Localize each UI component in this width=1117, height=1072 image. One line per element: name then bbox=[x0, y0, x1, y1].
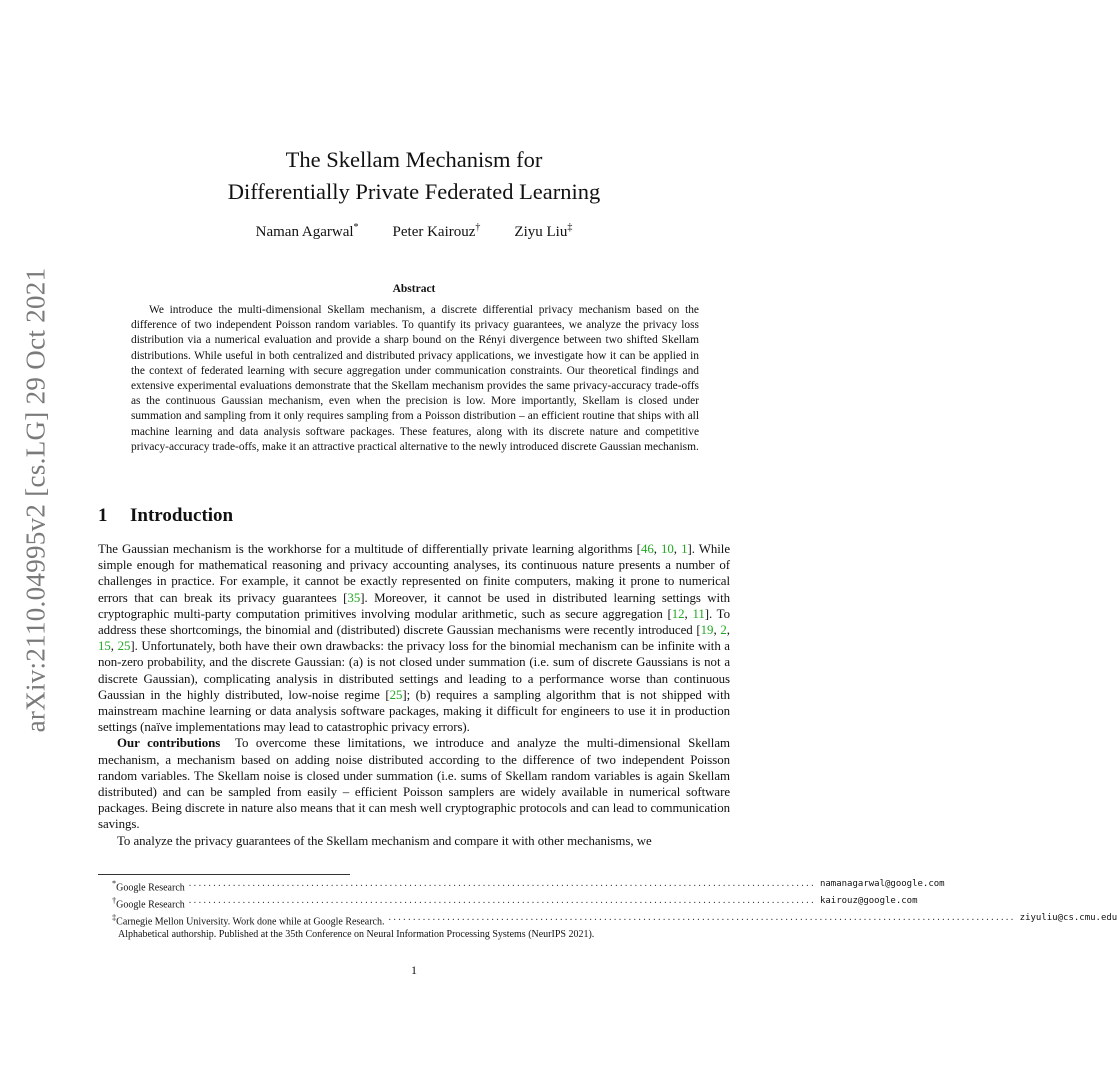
affiliation-text: Google Research bbox=[116, 899, 185, 911]
intro-paragraph-3: To analyze the privacy guarantees of the Skellam mechanism and compare it with other mechanisms, we bbox=[117, 833, 652, 848]
section-heading bbox=[98, 505, 233, 527]
intro-paragraph-2 bbox=[98, 735, 730, 832]
citation-link[interactable]: 10 bbox=[661, 542, 674, 556]
dot-leader: ................................................................................................................................ bbox=[188, 878, 816, 889]
citation-link[interactable]: 19 bbox=[700, 623, 714, 638]
text-run: The Gaussian mechanism is the workhorse for a multitude of differentially private learning algorithms [ bbox=[98, 542, 641, 556]
author bbox=[514, 222, 572, 241]
author-email[interactable]: namanagarwal@google.com bbox=[819, 879, 945, 889]
intro-paragraph-1: The Gaussian mechanism is the workhorse for a multitude of differentially private learning algorithms [46, 10, 1]. While simple enough for mathematical reasoning and privacy accounting analyses, its continuous nature presents a number of challenges in practice. For example, it cannot be exactly represented on finite computers, making it prone to numerical errors that can break its privacy guarantees [35]. Moreover, it cannot be used in distributed learning settings with cryptographic multi-party computation primitives involving modular arithmetic, such as secure aggregation [12, 11]. To address these shortcomings, the binomial and (distributed) discrete Gaussian mechanisms were recently introduced [19, 2, 15, 25]. Unfortunately, both have their own drawbacks: the privacy loss for the binomial mechanism can be infinite with a non-zero probability, and the discrete Gaussian: (a) is not closed under summation (i.e. sum of discrete Gaussians is not a discrete Gaussian), complicating analysis in distributed settings and leading to a performance worse than continuous Gaussian in the highly distributed, low-noise regime [25]; (b) requires a sampling algorithm that is not shipped with mainstream machine learning or data analysis software packages, making it difficult for engineers to use it in production settings (naïve implementations may lead to catastrophic privacy errors). bbox=[98, 542, 730, 735]
page-number: 1 bbox=[411, 963, 417, 977]
footnote-mark: † bbox=[112, 895, 117, 905]
author-list bbox=[98, 222, 730, 241]
title-line-2: Differentially Private Federated Learning bbox=[227, 179, 601, 204]
footnote-affiliation bbox=[112, 878, 185, 895]
author-email[interactable]: kairouz@google.com bbox=[819, 895, 918, 906]
text-run: ]; (b) requires a sampling algorithm that is not shipped with mainstream machine learning or data analysis software packages, making it difficult for engineers to use it in production settings (naïve implementations may lead to catastrophic privacy errors). bbox=[98, 687, 730, 735]
footnote-affiliation bbox=[112, 912, 384, 929]
text-run: ]. To address these shortcomings, the binomial and (distributed) discrete Gaussian mechanisms were recently introduced [ bbox=[98, 606, 730, 638]
footnote-affiliation bbox=[112, 895, 185, 912]
citation-link[interactable]: 12 bbox=[671, 606, 685, 621]
author-name: Peter Kairouz bbox=[392, 224, 476, 240]
footnote-mark: * bbox=[112, 879, 117, 888]
text-run: To overcome these limitations, we introduce and analyze the multi-dimensional Skellam mechanism, a mechanism based on adding noise distributed according to the difference of two independent Poisson random variables. The Skellam noise is closed under summation (i.e. sums of Skellam random variables is again Skellam distributed) and can be sampled from easily – efficient Poisson samplers are widely available in numerical software packages. Being discrete in nature also means that it can mesh well cryptographic protocols and can lead to communication savings. bbox=[98, 736, 730, 832]
footnotes bbox=[98, 878, 1117, 941]
citation-link[interactable]: 46 bbox=[640, 542, 654, 556]
authorship-note: Alphabetical authorship. Published at the 35th Conference on Neural Information Processing Systems (NeurIPS 2021). bbox=[118, 928, 595, 940]
dot-leader: ................................................................................................................................ bbox=[188, 894, 816, 906]
dot-leader: ................................................................................................................................ bbox=[388, 911, 1016, 923]
citation-link[interactable]: 1 bbox=[681, 542, 688, 556]
author-name: Naman Agarwal bbox=[255, 224, 354, 240]
footnote bbox=[98, 894, 918, 912]
text-run: ]. Moreover, it cannot be used in distributed learning settings with cryptographic multi-party computation primitives involving modular arithmetic, such as secure aggregation [ bbox=[98, 590, 730, 621]
text-run: ]. Unfortunately, both have their own drawbacks: the privacy loss for the binomial mechanism can be infinite with a non-zero probability, and the discrete Gaussian: (a) is not closed under summation (i.e. sum of discrete Gaussians is not a discrete Gaussian), complicating analysis in distributed settings and leading to a performance worse than continuous Gaussian in the highly distributed, low-noise regime [ bbox=[98, 639, 730, 702]
author-email[interactable]: ziyuliu@cs.cmu.edu bbox=[1019, 912, 1117, 923]
footnote-mark: ‡ bbox=[112, 912, 117, 922]
paragraph-label: Our contributions bbox=[117, 736, 221, 751]
citation-link[interactable]: 2 bbox=[720, 623, 727, 638]
affiliation-text: Google Research bbox=[116, 882, 185, 894]
author-mark: † bbox=[475, 222, 481, 233]
author-name: Ziyu Liu bbox=[514, 224, 568, 240]
citation-link[interactable]: 11 bbox=[692, 606, 705, 621]
citation-link[interactable]: 25 bbox=[117, 639, 131, 654]
text-run: ]. While simple enough for mathematical reasoning and privacy accounting analyses, its continuous nature presents a number of challenges in practice. For example, it cannot be exactly represented on finite computers, making it prone to numerical errors that can break its privacy guarantees [ bbox=[98, 542, 730, 605]
author bbox=[256, 222, 359, 241]
paper-title bbox=[98, 144, 730, 208]
title-line-1: The Skellam Mechanism for bbox=[285, 147, 543, 172]
citation-link[interactable]: 15 bbox=[98, 639, 111, 654]
footnote bbox=[98, 911, 1117, 929]
arxiv-identifier: arXiv:2110.04995v2 [cs.LG] 29 Oct 2021 bbox=[20, 267, 51, 733]
affiliation-text: Carnegie Mellon University. Work done while at Google Research. bbox=[116, 916, 385, 928]
citation-link[interactable]: 35 bbox=[347, 590, 361, 605]
section-number: 1 bbox=[98, 505, 108, 526]
arxiv-side-stamp bbox=[6, 267, 66, 733]
author bbox=[393, 222, 481, 241]
abstract-heading: Abstract bbox=[392, 283, 436, 295]
author-mark: * bbox=[353, 222, 359, 233]
author-mark: ‡ bbox=[567, 222, 573, 233]
footnote-rule bbox=[98, 874, 350, 875]
section-title: Introduction bbox=[130, 505, 234, 526]
introduction-body bbox=[98, 541, 730, 849]
abstract-text: We introduce the multi-dimensional Skellam mechanism, a discrete differential privacy mechanism based on the difference of two independent Poisson random variables. To quantify its privacy guarantees, we analyze the privacy loss distribution via a numerical evaluation and provide a sharp bound on the Rényi divergence between two shifted Skellam distributions. While useful in both centralized and distributed privacy applications, we investigate how it can be applied in the context of federated learning with secure aggregation under communication constraints. Our theoretical findings and extensive experimental evaluations demonstrate that the Skellam mechanism provides the same privacy-accuracy trade-offs as the continuous Gaussian mechanism, even when the precision is low. More importantly, Skellam is closed under summation and sampling from it only requires sampling from a Poisson distribution – an efficient routine that ships with all machine learning and data analysis software packages. These features, along with its discrete nature and competitive privacy-accuracy trade-offs, make it an attractive practical alternative to the newly introduced discrete Gaussian mechanism. bbox=[131, 304, 699, 453]
footnote bbox=[98, 878, 945, 895]
citation-link[interactable]: 25 bbox=[389, 687, 403, 702]
